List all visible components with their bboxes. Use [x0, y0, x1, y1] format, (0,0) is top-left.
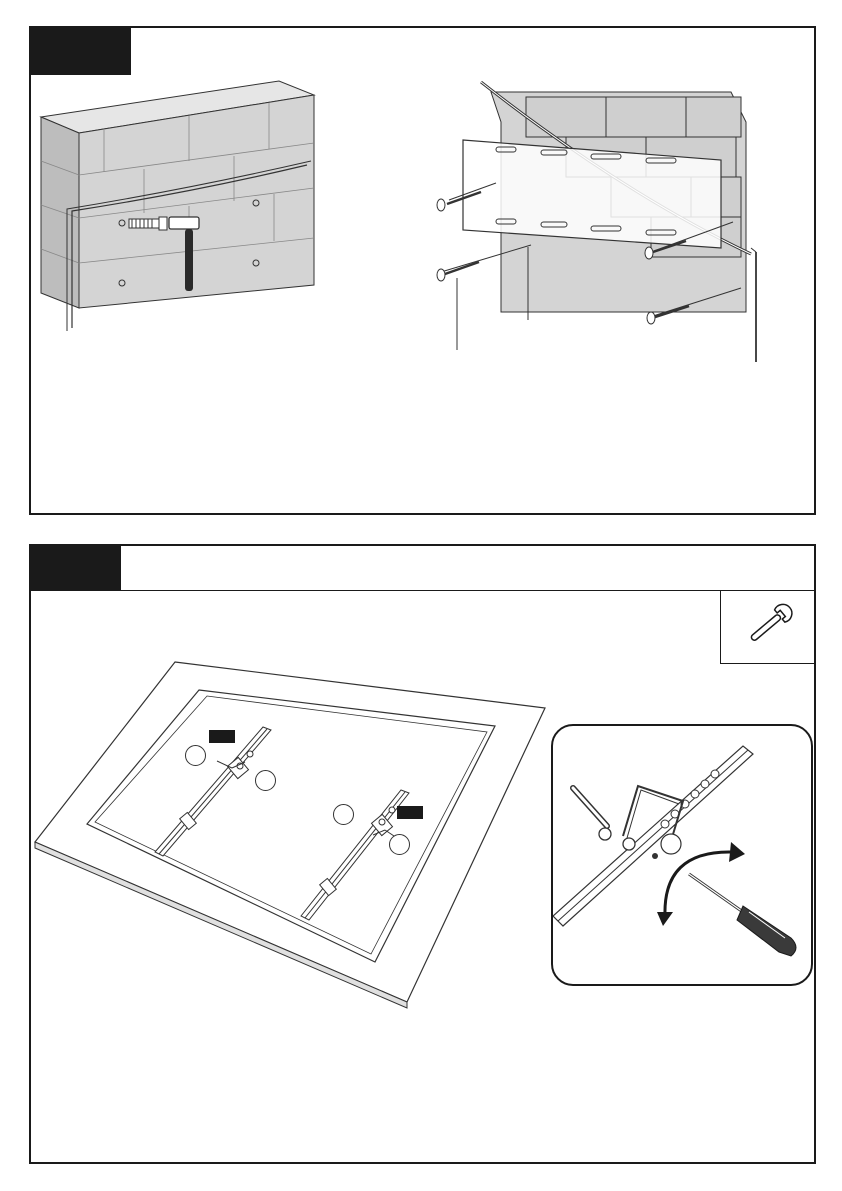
callout-circle — [389, 834, 410, 855]
step-2-panel — [29, 544, 816, 1164]
callout-circle — [255, 770, 276, 791]
label-tag — [209, 730, 235, 743]
wall-plate-illustration — [401, 62, 781, 362]
wall-anchor-illustration — [39, 73, 329, 318]
callout-circle — [185, 745, 206, 766]
step-2-header-rule — [31, 590, 814, 591]
detail-inset — [551, 724, 813, 986]
step-1-panel — [29, 26, 816, 515]
screwdriver-icon — [689, 874, 796, 956]
wrench-icon — [721, 590, 815, 664]
tool-box — [720, 590, 814, 664]
label-tag — [397, 806, 423, 819]
bracket-detail-illustration — [553, 726, 813, 986]
callout-circle — [333, 804, 354, 825]
tv-back-illustration — [35, 662, 545, 1006]
step-2-tab — [31, 546, 121, 590]
wall-anchor-icon — [129, 217, 167, 230]
step-1-tab — [31, 28, 131, 75]
